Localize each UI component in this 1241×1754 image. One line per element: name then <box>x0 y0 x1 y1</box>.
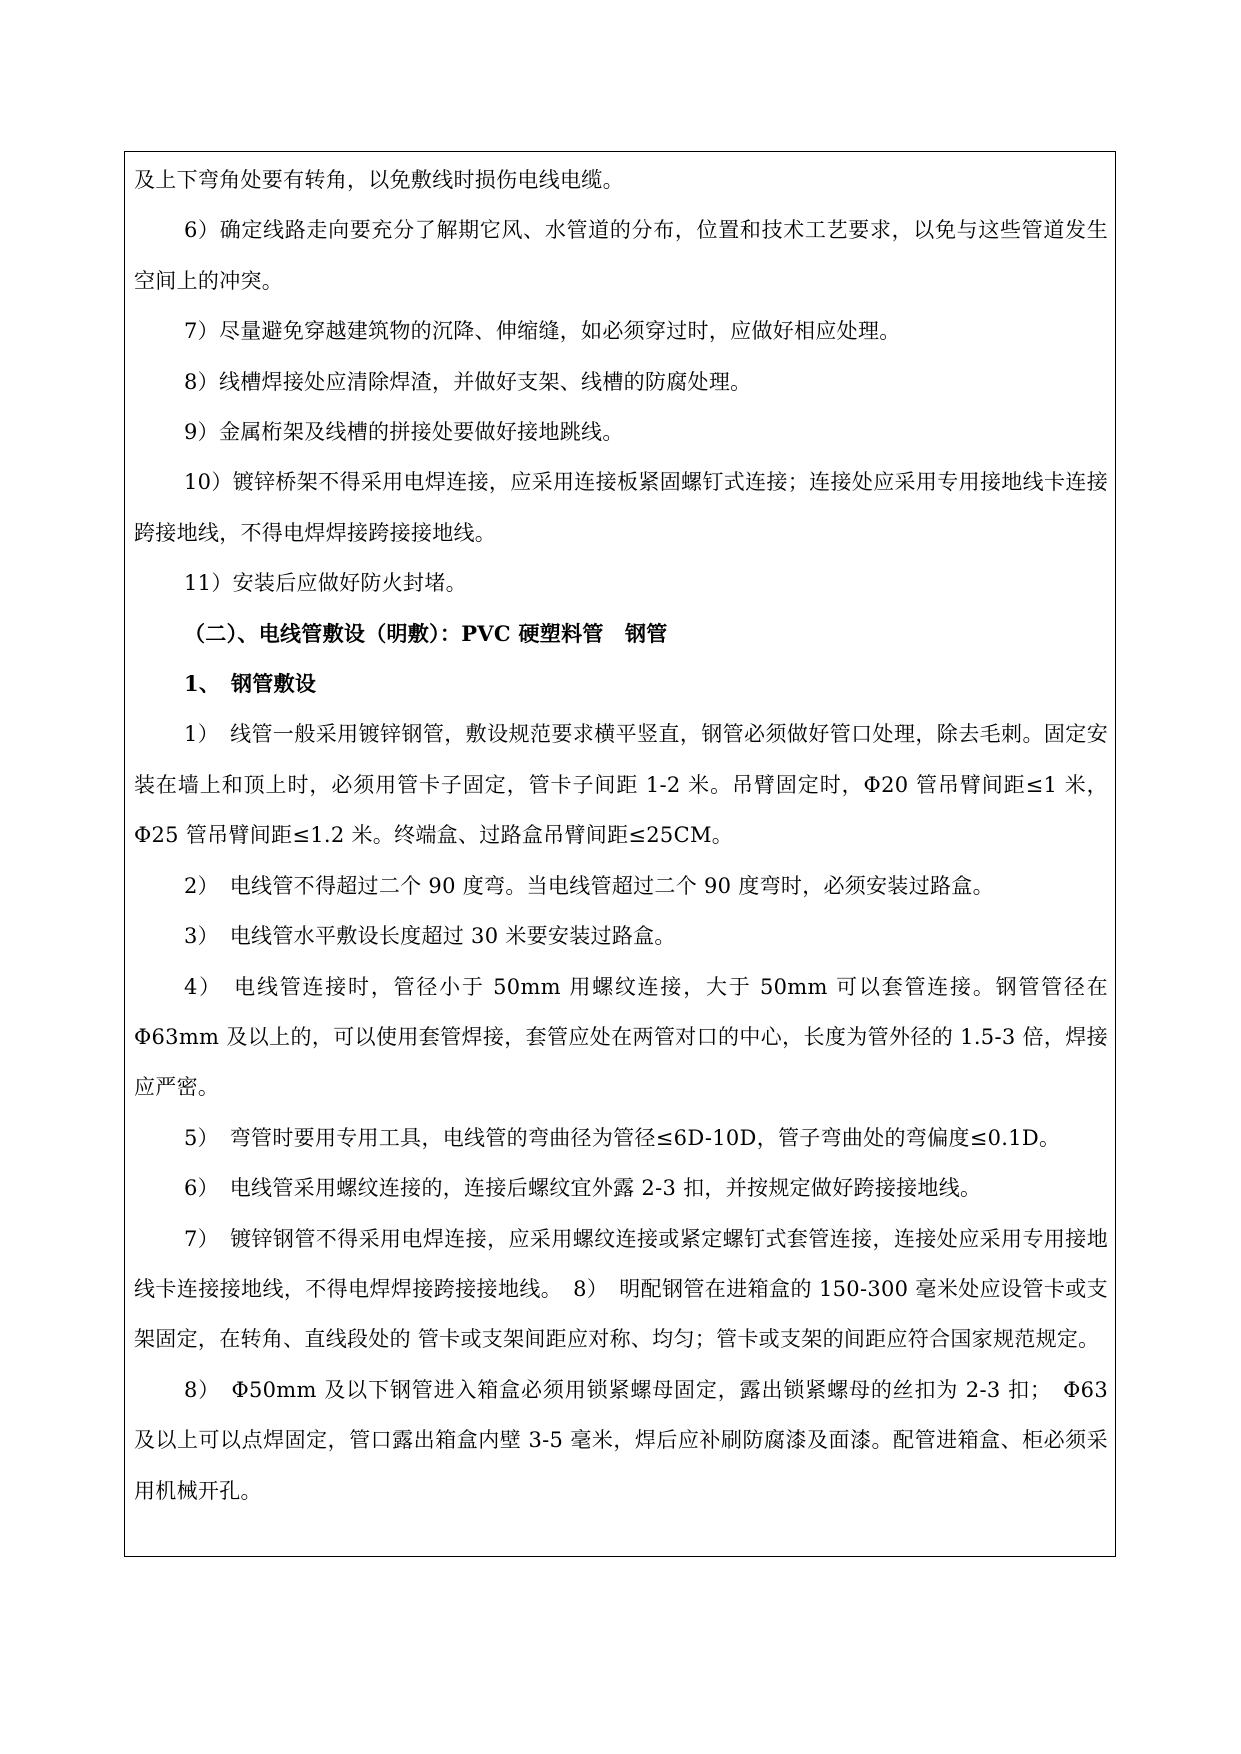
paragraph-item-11: 11）安装后应做好防火封堵。 <box>184 571 467 596</box>
steel-pipe-item-4: 4） 电线管连接时，管径小于 50mm 用螺纹连接，大于 50mm 可以套管连接。钢管管径在Φ63mm 及以上的，可以使用套管焊接，套管应处在两管对口的中心，长度为管外径的 1.5-3 倍，焊接应严密。 <box>134 974 1108 1100</box>
steel-pipe-item-5: 5） 弯管时要用专用工具，电线管的弯曲径为管径≤6D-10D，管子弯曲处的弯偏度≤0.1D。 <box>184 1125 1061 1150</box>
paragraph-item-8: 8）线槽焊接处应清除焊渣，并做好支架、线槽的防腐处理。 <box>184 369 752 394</box>
steel-pipe-item-2: 2） 电线管不得超过二个 90 度弯。当电线管超过二个 90 度弯时，必须安装过路盒。 <box>184 873 994 898</box>
steel-pipe-item-8: 8） Φ50mm 及以下钢管进入箱盒必须用锁紧螺母固定，露出锁紧螺母的丝扣为 2-3 扣； Φ63 及以上可以点焊固定，管口露出箱盒内壁 3-5 毫米，焊后应补刷防腐漆及面漆。配管进箱盒、柜必须采用机械开孔。 <box>134 1377 1115 1503</box>
steel-pipe-item-7: 7） 镀锌钢管不得采用电焊连接，应采用螺纹连接或紧定螺钉式套管连接，连接处应采用专用接地线卡连接接地线，不得电焊焊接跨接接地线。 8） 明配钢管在进箱盒的 150-300 毫米处应设管卡或支架固定，在转角、直线段处的 管卡或支架间距应对称、均匀；管卡或支架的间距应符合国家规范规定。 <box>134 1226 1108 1352</box>
paragraph-item-7: 7）尽量避免穿越建筑物的沉降、伸缩缝，如必须穿过时，应做好相应处理。 <box>184 319 901 344</box>
paragraph-item-6: 6）确定线路走向要充分了解期它风、水管道的分布，位置和技术工艺要求，以免与这些管道发生空间上的冲突。 <box>134 218 1108 293</box>
paragraph-item-9: 9）金属桁架及线槽的拼接处要做好接地跳线。 <box>184 420 624 445</box>
subsection-heading: 1、 钢管敷设 <box>184 671 317 697</box>
section-heading: （二）、电线管敷设（明敷）：PVC 硬塑料管 钢管 <box>184 620 668 646</box>
document-body <box>134 155 1115 1516</box>
steel-pipe-item-1: 1） 线管一般采用镀锌钢管，敷设规范要求横平竖直，钢管必须做好管口处理，除去毛刺。固定安装在墙上和顶上时，必须用管卡子固定，管卡子间距 1-2 米。吊臂固定时，Φ20 管吊臂间距≤1 米，Φ25 管吊臂间距≤1.2 米。终端盒、过路盒吊臂间距≤25CM。 <box>134 722 1108 848</box>
paragraph-continuation: 及上下弯角处要有转角，以免敷线时损伤电线电缆。 <box>134 168 624 192</box>
steel-pipe-item-3: 3） 电线管水平敷设长度超过 30 米要安装过路盒。 <box>184 924 676 949</box>
paragraph-item-10: 10）镀锌桥架不得采用电焊连接，应采用连接板紧固螺钉式连接；连接处应采用专用接地线卡连接跨接地线，不得电焊焊接跨接接地线。 <box>134 470 1108 545</box>
steel-pipe-item-6: 6） 电线管采用螺纹连接的，连接后螺纹宜外露 2-3 扣，并按规定做好跨接接地线。 <box>184 1176 982 1201</box>
